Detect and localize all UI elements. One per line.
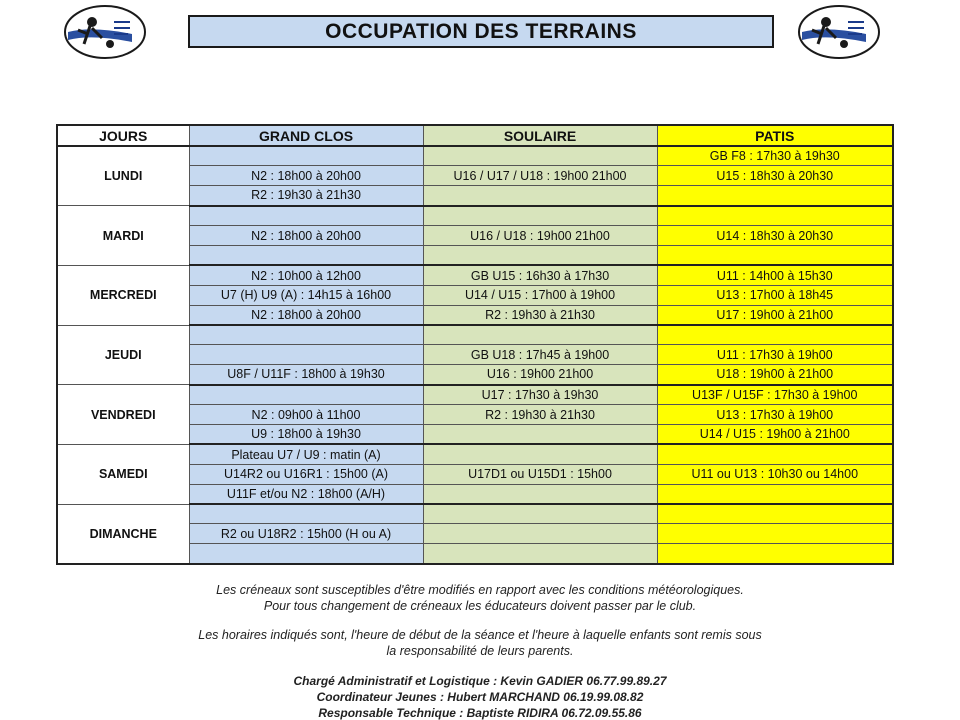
slot-soulaire (423, 444, 657, 464)
slot-soulaire (423, 544, 657, 564)
slot-grand-clos (189, 245, 423, 265)
slot-grand-clos: U8F / U11F : 18h00 à 19h30 (189, 365, 423, 385)
contact-youth-coordinator: Coordinateur Jeunes : Hubert MARCHAND 06.19.99.08.82 (316, 690, 644, 704)
slot-grand-clos: N2 : 10h00 à 12h00 (189, 265, 423, 285)
slot-grand-clos: Plateau U7 / U9 : matin (A) (189, 444, 423, 464)
table-row (57, 444, 893, 464)
slot-grand-clos: N2 : 18h00 à 20h00 (189, 305, 423, 325)
slot-patis: U18 : 19h00 à 21h00 (657, 365, 893, 385)
day-label: LUNDI (57, 146, 189, 206)
column-header-grand-clos: GRAND CLOS (189, 125, 423, 146)
slot-soulaire (423, 206, 657, 226)
slot-patis: U11 : 17h30 à 19h00 (657, 345, 893, 365)
slot-grand-clos (189, 206, 423, 226)
slot-patis (657, 524, 893, 544)
slot-patis (657, 245, 893, 265)
slot-soulaire: U16 : 19h00 21h00 (423, 365, 657, 385)
slot-soulaire (423, 146, 657, 166)
day-label: VENDREDI (57, 385, 189, 445)
contact-admin: Chargé Administratif et Logistique : Kevin GADIER 06.77.99.89.27 (293, 674, 667, 688)
slot-soulaire (423, 325, 657, 345)
slot-patis: U17 : 19h00 à 21h00 (657, 305, 893, 325)
slot-patis (657, 444, 893, 464)
day-label: MERCREDI (57, 265, 189, 325)
slot-patis (657, 325, 893, 345)
slot-patis: U13F / U15F : 17h30 à 19h00 (657, 385, 893, 405)
slot-soulaire (423, 186, 657, 206)
column-header-patis: PATIS (657, 125, 893, 146)
slot-patis: GB F8 : 17h30 à 19h30 (657, 146, 893, 166)
slot-grand-clos (189, 325, 423, 345)
slot-grand-clos (189, 146, 423, 166)
slot-soulaire: U17D1 ou U15D1 : 15h00 (423, 464, 657, 484)
slot-soulaire (423, 524, 657, 544)
notes-weather (0, 582, 960, 614)
contact-technical: Responsable Technique : Baptiste RIDIRA 06.72.09.55.86 (318, 706, 642, 720)
table-header-row (57, 125, 893, 146)
slot-soulaire (423, 484, 657, 504)
slot-patis: U13 : 17h00 à 18h45 (657, 285, 893, 305)
day-label: MARDI (57, 206, 189, 266)
table-row (57, 265, 893, 285)
slot-patis (657, 504, 893, 524)
slot-grand-clos (189, 504, 423, 524)
slot-grand-clos (189, 544, 423, 564)
slot-grand-clos: U14R2 ou U16R1 : 15h00 (A) (189, 464, 423, 484)
slot-soulaire: R2 : 19h30 à 21h30 (423, 405, 657, 425)
club-crest-icon (796, 4, 882, 60)
slot-grand-clos (189, 345, 423, 365)
table-row (57, 325, 893, 345)
schedule-body (57, 146, 893, 564)
column-header-soulaire: SOULAIRE (423, 125, 657, 146)
slot-soulaire (423, 245, 657, 265)
slot-grand-clos: U9 : 18h00 à 19h30 (189, 424, 423, 444)
slot-grand-clos: U11F et/ou N2 : 18h00 (A/H) (189, 484, 423, 504)
slot-patis (657, 206, 893, 226)
slot-soulaire: GB U15 : 16h30 à 17h30 (423, 265, 657, 285)
slot-patis (657, 544, 893, 564)
slot-grand-clos: N2 : 09h00 à 11h00 (189, 405, 423, 425)
slot-soulaire: U17 : 17h30 à 19h30 (423, 385, 657, 405)
slot-patis: U14 / U15 : 19h00 à 21h00 (657, 424, 893, 444)
slot-patis: U14 : 18h30 à 20h30 (657, 226, 893, 246)
slot-soulaire (423, 424, 657, 444)
page-title: OCCUPATION DES TERRAINS (188, 15, 774, 48)
table-row (57, 206, 893, 226)
contacts-block (0, 673, 960, 720)
notes-hours (0, 627, 960, 659)
slot-soulaire: R2 : 19h30 à 21h30 (423, 305, 657, 325)
schedule-table (56, 124, 894, 565)
table-row (57, 504, 893, 524)
slot-patis (657, 186, 893, 206)
slot-grand-clos: R2 : 19h30 à 21h30 (189, 186, 423, 206)
slot-patis: U11 : 14h00 à 15h30 (657, 265, 893, 285)
note-line: Les horaires indiqués sont, l'heure de début de la séance et l'heure à laquelle enfants sont remis sous (198, 628, 762, 642)
slot-soulaire: U16 / U18 : 19h00 21h00 (423, 226, 657, 246)
slot-grand-clos: R2 ou U18R2 : 15h00 (H ou A) (189, 524, 423, 544)
column-header-jours: JOURS (57, 125, 189, 146)
slot-soulaire: U16 / U17 / U18 : 19h00 21h00 (423, 166, 657, 186)
table-row (57, 385, 893, 405)
day-label: DIMANCHE (57, 504, 189, 564)
club-logo-right (796, 4, 882, 60)
day-label: SAMEDI (57, 444, 189, 504)
note-line: Les créneaux sont susceptibles d'être modifiés en rapport avec les conditions météorologiques. (216, 583, 744, 597)
slot-grand-clos: U7 (H) U9 (A) : 14h15 à 16h00 (189, 285, 423, 305)
slot-patis: U15 : 18h30 à 20h30 (657, 166, 893, 186)
slot-grand-clos: N2 : 18h00 à 20h00 (189, 226, 423, 246)
club-crest-icon (62, 4, 148, 60)
club-logo-left (62, 4, 148, 60)
note-line: Pour tous changement de créneaux les éducateurs doivent passer par le club. (263, 599, 697, 613)
day-label: JEUDI (57, 325, 189, 385)
slot-patis: U11 ou U13 : 10h30 ou 14h00 (657, 464, 893, 484)
note-line: la responsabilité de leurs parents. (386, 644, 574, 658)
slot-patis: U13 : 17h30 à 19h00 (657, 405, 893, 425)
slot-soulaire: U14 / U15 : 17h00 à 19h00 (423, 285, 657, 305)
slot-patis (657, 484, 893, 504)
slot-grand-clos: N2 : 18h00 à 20h00 (189, 166, 423, 186)
table-row (57, 146, 893, 166)
slot-grand-clos (189, 385, 423, 405)
slot-soulaire: GB U18 : 17h45 à 19h00 (423, 345, 657, 365)
slot-soulaire (423, 504, 657, 524)
